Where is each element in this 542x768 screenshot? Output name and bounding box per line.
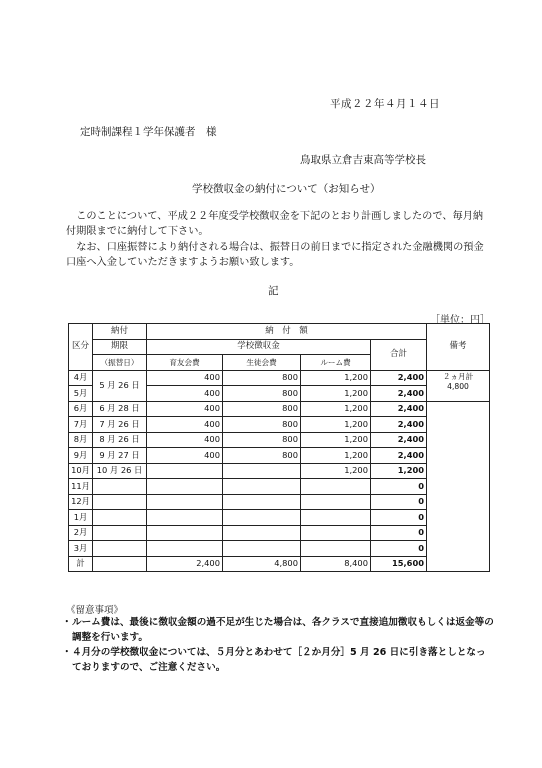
ikuyu-cell bbox=[147, 479, 223, 495]
header-room: ルーム費 bbox=[301, 355, 371, 371]
grand-total-cell: 15,600 bbox=[371, 556, 427, 572]
header-kubun: 区分 bbox=[69, 324, 93, 371]
seito-cell: 800 bbox=[223, 386, 301, 402]
table-row bbox=[69, 432, 490, 448]
seito-cell bbox=[223, 494, 301, 510]
total-cell: 0 bbox=[371, 494, 427, 510]
total-seito-cell: 4,800 bbox=[223, 556, 301, 572]
deadline-cell: 9 月 27 日 bbox=[93, 448, 147, 464]
note-item bbox=[62, 646, 494, 675]
total-cell: 0 bbox=[371, 510, 427, 526]
ikuyu-cell: 400 bbox=[147, 417, 223, 433]
month-cell: 11月 bbox=[69, 479, 93, 495]
month-cell: 7月 bbox=[69, 417, 93, 433]
body-text bbox=[66, 209, 486, 271]
remark-empty-cell bbox=[427, 401, 490, 572]
unit-label: ［単位：円］ bbox=[430, 315, 490, 326]
total-cell: 0 bbox=[371, 479, 427, 495]
note-text: ４月分の学校徴収金については、５月分とあわせて［２か月分］5 月 26 日に引き落としとなっておりますので、ご注意ください。 bbox=[72, 647, 486, 673]
document-title: 学校徴収金の納付について（お知らせ） bbox=[192, 183, 381, 195]
notes-heading: 《留意事項》 bbox=[66, 605, 124, 616]
total-cell: 2,400 bbox=[371, 448, 427, 464]
note-text: ルーム費は、最後に徴収金額の過不足が生じた場合は、各クラスで直接追加徴収もしくは返金等の調整を行います。 bbox=[72, 617, 494, 643]
header-gokei: 合計 bbox=[371, 339, 427, 370]
total-cell: 2,400 bbox=[371, 417, 427, 433]
seito-cell bbox=[223, 541, 301, 557]
table-row bbox=[69, 448, 490, 464]
seito-cell bbox=[223, 510, 301, 526]
table-row bbox=[69, 370, 490, 386]
total-label-cell: 計 bbox=[69, 556, 93, 572]
month-cell: 2月 bbox=[69, 525, 93, 541]
total-cell: 0 bbox=[371, 525, 427, 541]
deadline-cell bbox=[93, 525, 147, 541]
ikuyu-cell bbox=[147, 510, 223, 526]
ikuyu-cell: 400 bbox=[147, 386, 223, 402]
ikuyu-cell: 400 bbox=[147, 448, 223, 464]
total-ikuyu-cell: 2,400 bbox=[147, 556, 223, 572]
month-cell: 1月 bbox=[69, 510, 93, 526]
month-cell: 6月 bbox=[69, 401, 93, 417]
room-cell bbox=[301, 525, 371, 541]
header-gakko-chosyu: 学校徴収金 bbox=[147, 339, 371, 355]
room-cell: 1,200 bbox=[301, 370, 371, 386]
table-row bbox=[69, 463, 490, 479]
header-nofugaku: 納 付 額 bbox=[147, 324, 427, 340]
total-cell: 2,400 bbox=[371, 370, 427, 386]
header-ikuyukai: 育友会費 bbox=[147, 355, 223, 371]
remark-line: 4,800 bbox=[447, 381, 469, 391]
total-deadline-cell bbox=[93, 556, 147, 572]
addressee: 定時制課程１学年保護者 様 bbox=[80, 126, 217, 138]
ikuyu-cell bbox=[147, 463, 223, 479]
room-cell bbox=[301, 541, 371, 557]
ki-heading: 記 bbox=[268, 285, 279, 297]
deadline-cell bbox=[93, 510, 147, 526]
note-bullet: ・ bbox=[62, 617, 72, 628]
room-cell: 1,200 bbox=[301, 432, 371, 448]
room-cell bbox=[301, 510, 371, 526]
remark-cell bbox=[427, 370, 490, 401]
deadline-cell: 8 月 26 日 bbox=[93, 432, 147, 448]
ikuyu-cell: 400 bbox=[147, 370, 223, 386]
total-row bbox=[69, 556, 490, 572]
seito-cell: 800 bbox=[223, 370, 301, 386]
note-item bbox=[62, 616, 494, 645]
seito-cell bbox=[223, 525, 301, 541]
remark-line: ２ヵ月計 bbox=[442, 371, 474, 381]
table-row bbox=[69, 494, 490, 510]
room-cell: 1,200 bbox=[301, 401, 371, 417]
header-biko: 備考 bbox=[427, 324, 490, 371]
paragraph: なお、口座振替により納付される場合は、振替日の前日までに指定された金融機関の預金口座へ入金していただきますようお願い致します。 bbox=[66, 242, 484, 268]
seito-cell: 800 bbox=[223, 417, 301, 433]
header-seitokai: 生徒会費 bbox=[223, 355, 301, 371]
month-cell: 12月 bbox=[69, 494, 93, 510]
month-cell: 9月 bbox=[69, 448, 93, 464]
month-cell: 3月 bbox=[69, 541, 93, 557]
seito-cell: 800 bbox=[223, 432, 301, 448]
room-cell: 1,200 bbox=[301, 417, 371, 433]
total-cell: 1,200 bbox=[371, 463, 427, 479]
room-cell: 1,200 bbox=[301, 386, 371, 402]
notes-list bbox=[62, 616, 494, 676]
deadline-cell: 7 月 26 日 bbox=[93, 417, 147, 433]
total-cell: 2,400 bbox=[371, 432, 427, 448]
seito-cell: 800 bbox=[223, 448, 301, 464]
month-cell: 8月 bbox=[69, 432, 93, 448]
table-row bbox=[69, 401, 490, 417]
note-bullet: ・ bbox=[62, 647, 72, 658]
deadline-cell bbox=[93, 479, 147, 495]
deadline-cell bbox=[93, 494, 147, 510]
table-row bbox=[69, 525, 490, 541]
total-cell: 2,400 bbox=[371, 401, 427, 417]
table-row bbox=[69, 510, 490, 526]
total-room-cell: 8,400 bbox=[301, 556, 371, 572]
paragraph: このことについて、平成２２年度受学校徴収金を下記のとおり計画しましたので、毎月納付期限までに納付して下さい。 bbox=[66, 211, 484, 237]
room-cell bbox=[301, 479, 371, 495]
total-cell: 0 bbox=[371, 541, 427, 557]
month-cell: 4月 bbox=[69, 370, 93, 386]
seito-cell: 800 bbox=[223, 401, 301, 417]
seito-cell bbox=[223, 463, 301, 479]
deadline-cell: 6 月 28 日 bbox=[93, 401, 147, 417]
total-cell: 2,400 bbox=[371, 386, 427, 402]
deadline-cell: 10 月 26 日 bbox=[93, 463, 147, 479]
ikuyu-cell: 400 bbox=[147, 432, 223, 448]
ikuyu-cell: 400 bbox=[147, 401, 223, 417]
month-cell: 5月 bbox=[69, 386, 93, 402]
issue-date: 平成２２年４月１４日 bbox=[330, 98, 440, 110]
header-nofu: 納付 bbox=[93, 324, 147, 340]
ikuyu-cell bbox=[147, 525, 223, 541]
header-kigen: 期限 bbox=[93, 339, 147, 355]
fee-table bbox=[68, 323, 490, 572]
seito-cell bbox=[223, 479, 301, 495]
ikuyu-cell bbox=[147, 494, 223, 510]
deadline-cell bbox=[93, 541, 147, 557]
table-row bbox=[69, 417, 490, 433]
table-row bbox=[69, 541, 490, 557]
sender: 鳥取県立倉吉東高等学校長 bbox=[300, 154, 426, 166]
month-cell: 10月 bbox=[69, 463, 93, 479]
deadline-cell: 5 月 26 日 bbox=[93, 370, 147, 401]
room-cell: 1,200 bbox=[301, 448, 371, 464]
room-cell: 1,200 bbox=[301, 463, 371, 479]
header-furikae: （振替日） bbox=[93, 355, 147, 371]
ikuyu-cell bbox=[147, 541, 223, 557]
table-row bbox=[69, 479, 490, 495]
room-cell bbox=[301, 494, 371, 510]
